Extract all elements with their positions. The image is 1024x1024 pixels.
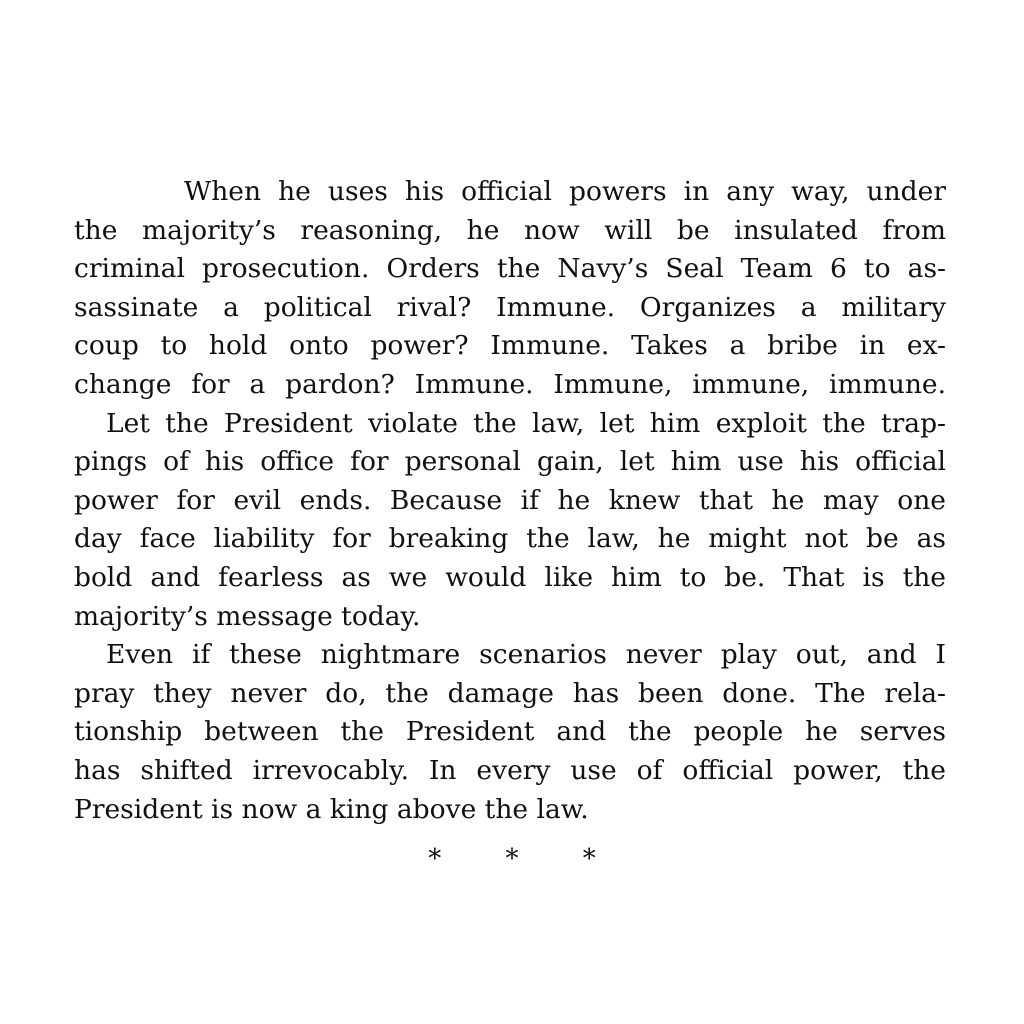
paragraph-2 <box>74 405 946 637</box>
text-line: tionship between the President and the people he serves <box>74 716 946 748</box>
text-line: pings of his office for personal gain, let him use his official <box>74 446 946 478</box>
text-line: has shifted irrevocably. In every use of official power, the <box>74 754 946 786</box>
text-line: power for evil ends. Because if he knew that he may one <box>74 484 946 516</box>
text-line: President is now a king above the law. <box>74 793 589 825</box>
text-line: Let the President violate the law, let him exploit the trap- <box>106 407 946 439</box>
paragraph-1 <box>74 173 946 405</box>
paragraph-3 <box>74 636 946 829</box>
text-line: Even if these nightmare scenarios never play out, and I <box>106 639 946 671</box>
section-break-asterisks: * * * <box>428 844 596 874</box>
text-line: coup to hold onto power? Immune. Takes a bribe in ex- <box>74 330 946 362</box>
text-line: change for a pardon? Immune. Immune, immune, immune. <box>74 368 946 400</box>
text-line: pray they never do, the damage has been done. The rela- <box>74 677 946 709</box>
text-line: bold and fearless as we would like him to be. That is the <box>74 561 946 593</box>
opinion-text <box>74 173 946 829</box>
text-line: day face liability for breaking the law, he might not be as <box>74 523 946 555</box>
text-line: the majority’s reasoning, he now will be insulated from <box>74 214 946 246</box>
text-line: When he uses his official powers in any way, under <box>184 176 946 207</box>
text-line: criminal prosecution. Orders the Navy’s Seal Team 6 to as- <box>74 253 946 285</box>
text-line: sassinate a political rival? Immune. Organizes a military <box>74 291 946 323</box>
text-line: majority’s message today. <box>74 600 421 632</box>
